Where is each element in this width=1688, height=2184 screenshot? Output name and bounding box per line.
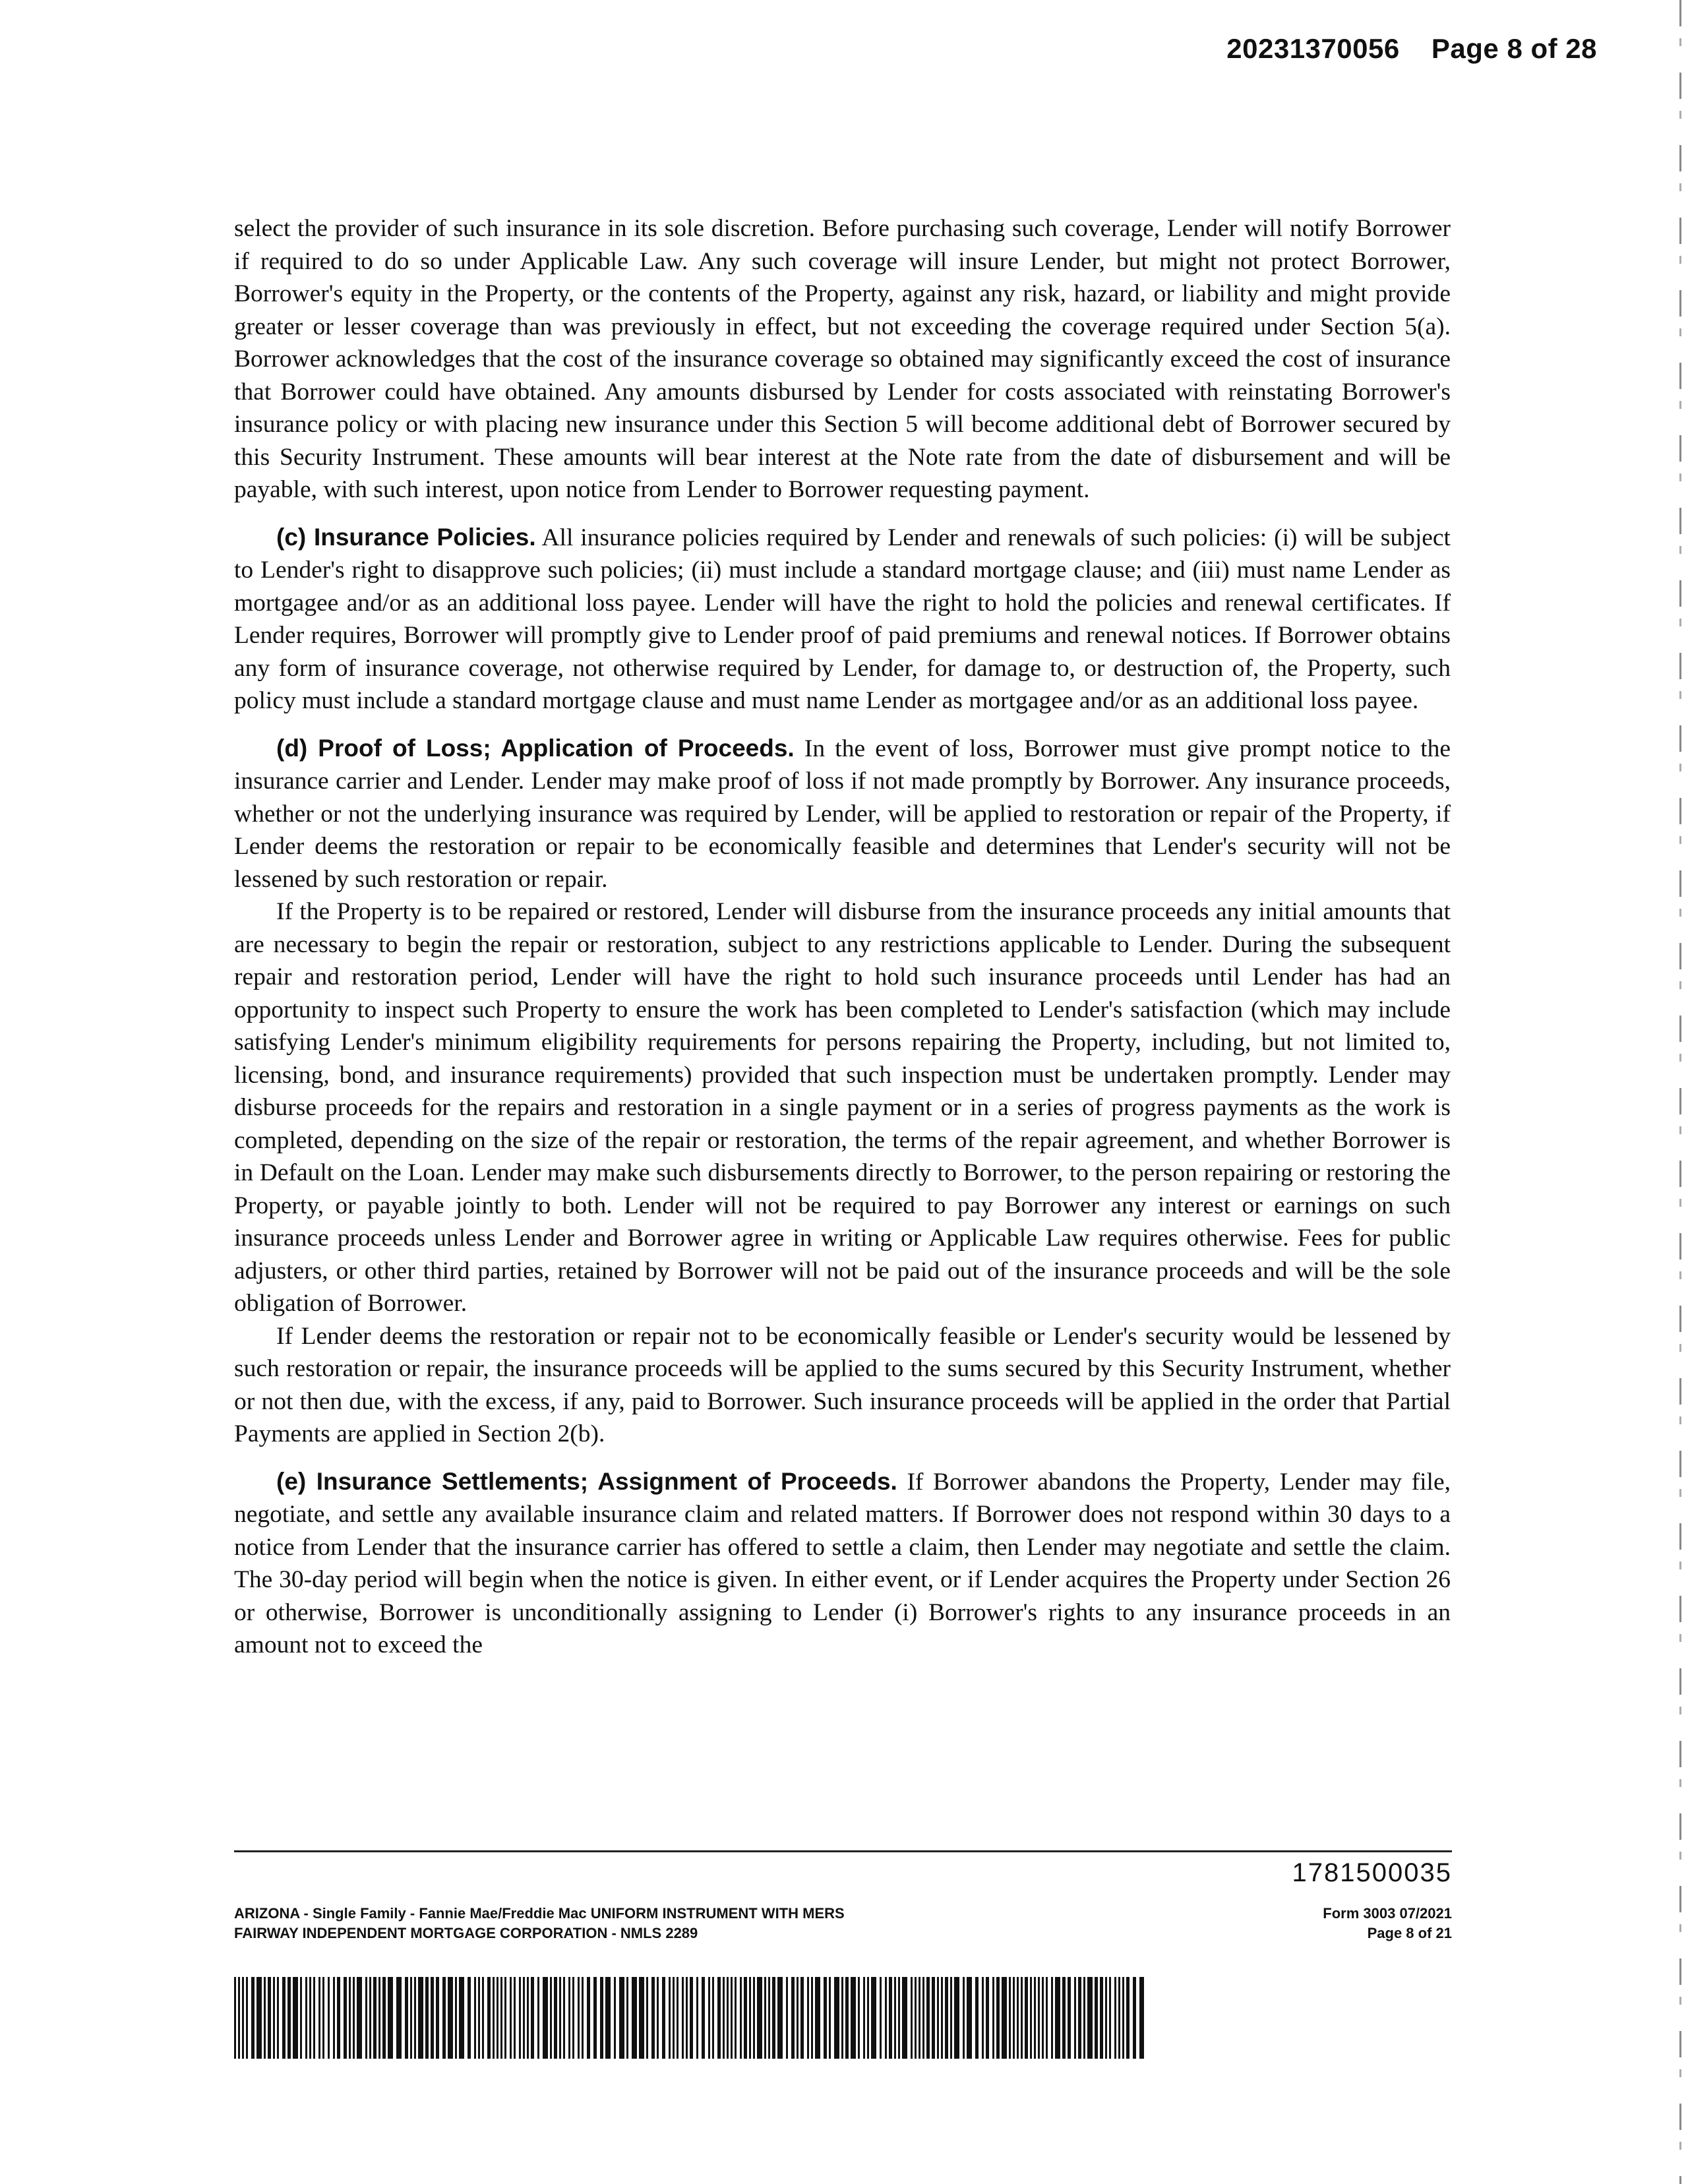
barcode-bar <box>1074 1977 1076 2059</box>
barcode-bar <box>405 1977 408 2059</box>
barcode-bar <box>657 1977 659 2059</box>
barcode-bar <box>431 1977 434 2059</box>
barcode-bar <box>945 1977 948 2059</box>
barcode-bar <box>467 1977 471 2059</box>
barcode-bar <box>845 1977 849 2059</box>
barcode-bar <box>418 1977 423 2059</box>
barcode-bar <box>1034 1977 1036 2059</box>
barcode-bar <box>1062 1977 1066 2059</box>
barcode-bar <box>723 1977 725 2059</box>
barcode-bar <box>1030 1977 1032 2059</box>
barcode-bar <box>915 1977 917 2059</box>
barcode-bar <box>717 1977 721 2059</box>
barcode-bar <box>954 1977 959 2059</box>
barcode-bar <box>242 1977 244 2059</box>
barcode-bar <box>504 1977 506 2059</box>
barcode-bar <box>669 1977 671 2059</box>
barcode-bar <box>605 1977 611 2059</box>
barcode-bar <box>448 1977 453 2059</box>
barcode-bar <box>735 1977 737 2059</box>
form-description-line-2: FAIRWAY INDEPENDENT MORTGAGE CORPORATION - NMLS 2289 <box>234 1925 698 1941</box>
barcode-bar <box>1095 1977 1098 2059</box>
barcode-bar <box>967 1977 972 2059</box>
barcode-bar <box>673 1977 675 2059</box>
barcode-bar <box>662 1977 665 2059</box>
barcode-bar <box>682 1977 684 2059</box>
barcode-bar <box>365 1977 367 2059</box>
barcode-bar <box>898 1977 900 2059</box>
barcode-bar <box>1078 1977 1081 2059</box>
barcode-bar <box>1105 1977 1107 2059</box>
barcode-bar <box>797 1977 799 2059</box>
barcode-bar <box>264 1977 266 2059</box>
barcode-bar <box>963 1977 965 2059</box>
barcode-bar <box>527 1977 529 2059</box>
barcode-bar <box>992 1977 994 2059</box>
barcode-bar <box>677 1977 678 2059</box>
barcode-bar <box>1051 1977 1053 2059</box>
barcode-bar <box>474 1977 476 2059</box>
barcode-bar <box>950 1977 952 2059</box>
barcode-bar <box>442 1977 446 2059</box>
scan-edge-line <box>1679 0 1681 2184</box>
barcode-bar <box>982 1977 984 2059</box>
barcode-bar <box>889 1977 892 2059</box>
barcode-graphic <box>234 1977 1144 2059</box>
barcode-bar <box>282 1977 286 2059</box>
barcode-bar <box>369 1977 371 2059</box>
loan-number: 1781500035 <box>1292 1858 1452 1887</box>
barcode-bar <box>378 1977 380 2059</box>
barcode-bar <box>1139 1977 1144 2059</box>
barcode-bar <box>744 1977 747 2059</box>
section-e-text: If Borrower abandons the Property, Lender may file, negotiate, and settle any available insurance claim and related matters. If Borrower does not respond within 30 days to a notice from Lender that the insurance carrier has offered to settle a claim, then Lender may negotiate and settle the claim. The 30-day period will begin when the notice is given. In either event, or if Lender acquires the Property under Section 26 or otherwise, Borrower is unconditionally assigning to Lender (i) Borrower's rights to any insurance proceeds in an amount not to exceed the <box>234 1468 1451 1658</box>
barcode-bar <box>251 1977 255 2059</box>
barcode-bar <box>815 1977 820 2059</box>
barcode-bar <box>382 1977 386 2059</box>
barcode-bar <box>646 1977 648 2059</box>
barcode-bar <box>1122 1977 1124 2059</box>
form-description <box>234 1904 845 1943</box>
barcode-bar <box>941 1977 943 2059</box>
barcode-bar <box>619 1977 624 2059</box>
paragraph-continuation: select the provider of such insurance in its sole discretion. Before purchasing such coverage, Lender will notify Borrower if required to do so under Applicable Law. Any such coverage will insure Lender, but might not protect Borrower, Borrower's equity in the Property, or the contents of the Property, against any risk, hazard, or liability and might provide greater or lesser coverage than was previously in effect, but not exceeding the coverage required under Section 5(a). Borrower acknowledges that the cost of the insurance coverage so obtained may significantly exceed the cost of insurance that Borrower could have obtained. Any amounts disbursed by Lender for costs associated with reinstating Borrower's insurance policy or with placing new insurance under this Section 5 will become additional debt of Borrower secured by this Security Instrument. These amounts will bear interest at the Note rate from the date of disbursement and will be payable, with such interest, upon notice from Lender to Borrower requesting payment. <box>234 215 1451 503</box>
barcode-bar <box>572 1977 574 2059</box>
barcode-bar <box>922 1977 924 2059</box>
barcode-bar <box>273 1977 275 2059</box>
barcode-bar <box>690 1977 693 2059</box>
barcode-bar <box>851 1977 856 2059</box>
barcode-bar <box>702 1977 705 2059</box>
barcode-bar <box>349 1977 351 2059</box>
barcode-bar <box>493 1977 495 2059</box>
barcode-bar <box>309 1977 311 2059</box>
barcode-bar <box>1133 1977 1136 2059</box>
barcode-bar <box>333 1977 335 2059</box>
recording-page-label: Page 8 of 28 <box>1431 33 1597 64</box>
barcode-bar <box>824 1977 827 2059</box>
barcode-bar <box>937 1977 939 2059</box>
barcode-bar <box>519 1977 521 2059</box>
barcode-bar <box>986 1977 989 2059</box>
barcode-bar <box>353 1977 355 2059</box>
barcode-bar <box>414 1977 416 2059</box>
form-description-line-1: ARIZONA - Single Family - Fannie Mae/Freddie Mac UNIFORM INSTRUMENT WITH MERS <box>234 1905 845 1922</box>
barcode-bar <box>764 1977 766 2059</box>
barcode-bar <box>639 1977 644 2059</box>
barcode-bar <box>1021 1977 1023 2059</box>
barcode-bar <box>514 1977 516 2059</box>
barcode-bar <box>749 1977 751 2059</box>
barcode-bar <box>772 1977 775 2059</box>
barcode-bar <box>807 1977 809 2059</box>
barcode-bar <box>885 1977 887 2059</box>
form-number: Form 3003 07/2021 <box>1323 1905 1452 1922</box>
barcode-bar <box>731 1977 733 2059</box>
section-d-text: In the event of loss, Borrower must give prompt notice to the insurance carrier and Lender. Lender may make proof of loss if not made promptly by Borrower. Any insurance proceeds, whether or not the underlying insurance was required by Lender, will be applied to restoration or repair of the Property, if Lender deems the restoration or repair to be economically feasible and determines that Lender's security will not be lessened by such restoration or repair. <box>234 735 1451 893</box>
barcode-bar <box>1083 1977 1085 2059</box>
barcode-bar <box>1118 1977 1120 2059</box>
barcode-bar <box>510 1977 512 2059</box>
barcode-bar <box>582 1977 584 2059</box>
barcode-bar <box>651 1977 655 2059</box>
section-d-paragraph <box>234 732 1451 896</box>
footer-divider <box>234 1850 1452 1852</box>
barcode-bar <box>1013 1977 1015 2059</box>
barcode-bar <box>482 1977 484 2059</box>
barcode-bar <box>867 1977 869 2059</box>
barcode-bar <box>587 1977 590 2059</box>
barcode-bar <box>880 1977 882 2059</box>
barcode-bar <box>578 1977 580 2059</box>
barcode-bar <box>696 1977 698 2059</box>
recording-header <box>1226 33 1597 65</box>
barcode-bar <box>396 1977 402 2059</box>
section-e-heading: (e) Insurance Settlements; Assignment of Proceeds. <box>276 1467 897 1495</box>
barcode-bar <box>410 1977 412 2059</box>
barcode-bar <box>459 1977 464 2059</box>
barcode-bar <box>800 1977 804 2059</box>
barcode-bar <box>300 1977 302 2059</box>
barcode-bar <box>975 1977 979 2059</box>
barcode-bar <box>373 1977 377 2059</box>
section-d-paragraph-2: If the Property is to be repaired or restored, Lender will disburse from the insurance proceeds any initial amounts that are necessary to begin the repair or restoration, subject to any restrictions applicable to Lender. During the subsequent repair and restoration period, Lender will have the right to hold such insurance proceeds until Lender has had an opportunity to inspect such Property to ensure the work has been completed to Lender's satisfaction (which may include satisfying Lender's minimum eligibility requirements for persons repairing the Property, including, but not limited to, licensing, bond, and insurance requirements) provided that such inspection must be undertaken promptly. Lender may disburse proceeds for the repairs and restoration in a single payment or in a series of progress payments as the work is completed, depending on the size of the repair or restoration, the terms of the repair agreement, and whether Borrower is in Default on the Loan. Lender may make such disbursements directly to Borrower, to the person repairing or restoring the Property, or payable jointly to both. Lender will not be required to pay Borrower any interest or earnings on such insurance proceeds unless Lender and Borrower agree in writing or Applicable Law requires otherwise. Fees for public adjusters, or other third parties, retained by Borrower will not be paid out of the insurance proceeds and will be the sole obligation of Borrower. <box>234 898 1451 1317</box>
barcode-bar <box>811 1977 813 2059</box>
barcode-bar <box>1068 1977 1071 2059</box>
barcode-bar <box>500 1977 502 2059</box>
barcode-bar <box>337 1977 340 2059</box>
section-c-paragraph <box>234 521 1451 717</box>
barcode-bar <box>740 1977 742 2059</box>
barcode-bar <box>246 1977 248 2059</box>
barcode-bar <box>791 1977 795 2059</box>
barcode-bar <box>919 1977 920 2059</box>
barcode-bar <box>614 1977 616 2059</box>
section-d-paragraph-3: If Lender deems the restoration or repair not to be economically feasible or Lender's security would be lessened by such restoration or repair, the insurance proceeds will be applied to the sums secured by this Security Instrument, whether or not then due, with the excess, if any, paid to Borrower. Such insurance proceeds will be applied in the order that Partial Payments are applied in Section 2(b). <box>234 1322 1451 1447</box>
barcode-bar <box>786 1977 788 2059</box>
barcode-bar <box>600 1977 603 2059</box>
barcode-bar <box>1009 1977 1011 2059</box>
barcode-bar <box>1100 1977 1103 2059</box>
barcode-bar <box>287 1977 291 2059</box>
barcode-bar <box>543 1977 548 2059</box>
barcode <box>234 1977 1144 2059</box>
barcode-bar <box>238 1977 240 2059</box>
barcode-bar <box>632 1977 637 2059</box>
barcode-bar <box>871 1977 876 2059</box>
barcode-bar <box>708 1977 710 2059</box>
barcode-bar <box>497 1977 498 2059</box>
barcode-bar <box>559 1977 561 2059</box>
barcode-bar <box>550 1977 552 2059</box>
barcode-bar <box>911 1977 913 2059</box>
barcode-bar <box>863 1977 865 2059</box>
barcode-bar <box>568 1977 570 2059</box>
barcode-bar <box>268 1977 271 2059</box>
barcode-bar <box>1109 1977 1111 2059</box>
section-d-heading: (d) Proof of Loss; Application of Proceeds. <box>276 734 795 762</box>
barcode-bar <box>834 1977 839 2059</box>
barcode-bar <box>487 1977 491 2059</box>
barcode-bar <box>686 1977 688 2059</box>
barcode-bar <box>1114 1977 1116 2059</box>
barcode-bar <box>1055 1977 1060 2059</box>
barcode-bar <box>902 1977 907 2059</box>
form-page: Page 8 of 21 <box>1367 1925 1452 1941</box>
barcode-bar <box>318 1977 320 2059</box>
barcode-bar <box>478 1977 480 2059</box>
barcode-bar <box>593 1977 597 2059</box>
barcode-bar <box>858 1977 860 2059</box>
section-c-text: All insurance policies required by Lender and renewals of such policies: (i) will be subject to Lender's right to disapprove such policies; (ii) must include a standard mortgage clause; and (iii) must name Lender as mortgagee and/or as an additional loss payee. Lender will have the right to hold the policies and renewal certificates. If Lender requires, Borrower will promptly give to Lender proof of paid premiums and renewal notices. If Borrower obtains any form of insurance coverage, not otherwise required by Lender, for damage to, or destruction of, the Property, such policy must include a standard mortgage clause and must name Lender as mortgagee and/or as an additional loss payee. <box>234 524 1451 714</box>
barcode-bar <box>322 1977 324 2059</box>
barcode-bar <box>277 1977 279 2059</box>
barcode-bar <box>293 1977 298 2059</box>
barcode-bar <box>1126 1977 1130 2059</box>
barcode-bar <box>829 1977 831 2059</box>
barcode-bar <box>455 1977 457 2059</box>
barcode-bar <box>768 1977 770 2059</box>
section-c-heading: (c) Insurance Policies. <box>276 523 536 551</box>
document-body <box>234 212 1451 1662</box>
barcode-bar <box>626 1977 628 2059</box>
barcode-bar <box>1046 1977 1048 2059</box>
barcode-bar <box>1025 1977 1028 2059</box>
barcode-bar <box>388 1977 393 2059</box>
barcode-bar <box>926 1977 930 2059</box>
barcode-bar <box>1002 1977 1007 2059</box>
barcode-bar <box>841 1977 843 2059</box>
barcode-bar <box>757 1977 762 2059</box>
barcode-bar <box>727 1977 729 2059</box>
barcode-bar <box>753 1977 755 2059</box>
barcode-bar <box>328 1977 330 2059</box>
barcode-bar <box>425 1977 429 2059</box>
barcode-bar <box>305 1977 307 2059</box>
barcode-bar <box>313 1977 315 2059</box>
barcode-bar <box>777 1977 783 2059</box>
barcode-bar <box>234 1977 236 2059</box>
barcode-bar <box>1087 1977 1093 2059</box>
barcode-bar <box>563 1977 565 2059</box>
barcode-bar <box>1042 1977 1044 2059</box>
barcode-bar <box>357 1977 362 2059</box>
recording-number: 20231370056 <box>1226 33 1400 64</box>
barcode-bar <box>436 1977 439 2059</box>
barcode-bar <box>996 1977 1000 2059</box>
barcode-bar <box>1038 1977 1040 2059</box>
barcode-bar <box>712 1977 714 2059</box>
section-e-paragraph <box>234 1465 1451 1662</box>
barcode-bar <box>932 1977 935 2059</box>
form-identifier <box>1323 1904 1452 1943</box>
barcode-bar <box>523 1977 525 2059</box>
barcode-bar <box>344 1977 347 2059</box>
barcode-bar <box>1017 1977 1019 2059</box>
barcode-bar <box>894 1977 896 2059</box>
barcode-bar <box>256 1977 262 2059</box>
barcode-bar <box>531 1977 534 2059</box>
barcode-bar <box>554 1977 557 2059</box>
barcode-bar <box>537 1977 539 2059</box>
